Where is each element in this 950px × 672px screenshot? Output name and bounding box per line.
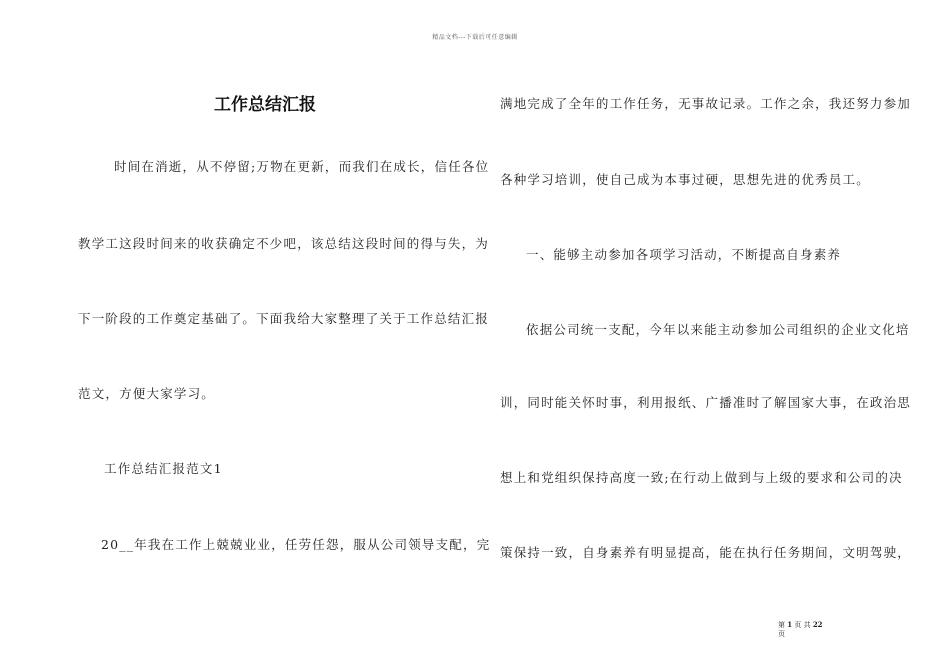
- right-paragraph-line: 依据公司统一支配，今年以来能主动参加公司组织的企业文化培: [526, 322, 910, 337]
- page-suffix: 页: [778, 630, 785, 638]
- right-paragraph-line: 策保持一致，自身素养有明显提高，能在执行任务期间，文明驾驶，: [500, 545, 912, 560]
- left-paragraph-line: 下一阶段的工作奠定基础了。下面我给大家整理了关于工作总结汇报: [78, 311, 490, 326]
- section-heading: 工作总结汇报范文1: [104, 461, 223, 476]
- page-prefix: 第: [778, 621, 785, 629]
- left-paragraph-line: 20__年我在工作上兢兢业业，任劳任怨，服从公司领导支配，完: [101, 537, 491, 552]
- left-paragraph-line: 教学工这段时间来的收获确定不少吧，该总结这段时间的得与失，为: [78, 236, 490, 251]
- right-paragraph-line: 各种学习培训，使自己成为本事过硬，思想先进的优秀员工。: [500, 172, 870, 187]
- document-title: 工作总结汇报: [214, 95, 316, 115]
- right-paragraph-line: 满地完成了全年的工作任务，无事故记录。工作之余，我还努力参加: [500, 96, 912, 111]
- page-current: 1: [787, 620, 793, 629]
- page-total: 22: [812, 620, 823, 629]
- section-subheading: 一、能够主动参加各项学习活动，不断提高自身素养: [526, 247, 842, 262]
- left-paragraph-line: 时间在消逝，从不停留;万物在更新，而我们在成长，信任各位: [114, 159, 490, 174]
- right-paragraph-line: 想上和党组织保持高度一致;在行动上做到与上级的要求和公司的决: [500, 470, 903, 485]
- page-mid: 页 共: [794, 621, 811, 629]
- left-paragraph-line: 范文，方便大家学习。: [78, 386, 216, 401]
- page-number: [778, 620, 823, 639]
- header-note: 精品文档---下载后可任意编辑: [432, 34, 518, 41]
- right-paragraph-line: 训，同时能关怀时事，利用报纸、广播准时了解国家大事，在政治思: [500, 395, 912, 410]
